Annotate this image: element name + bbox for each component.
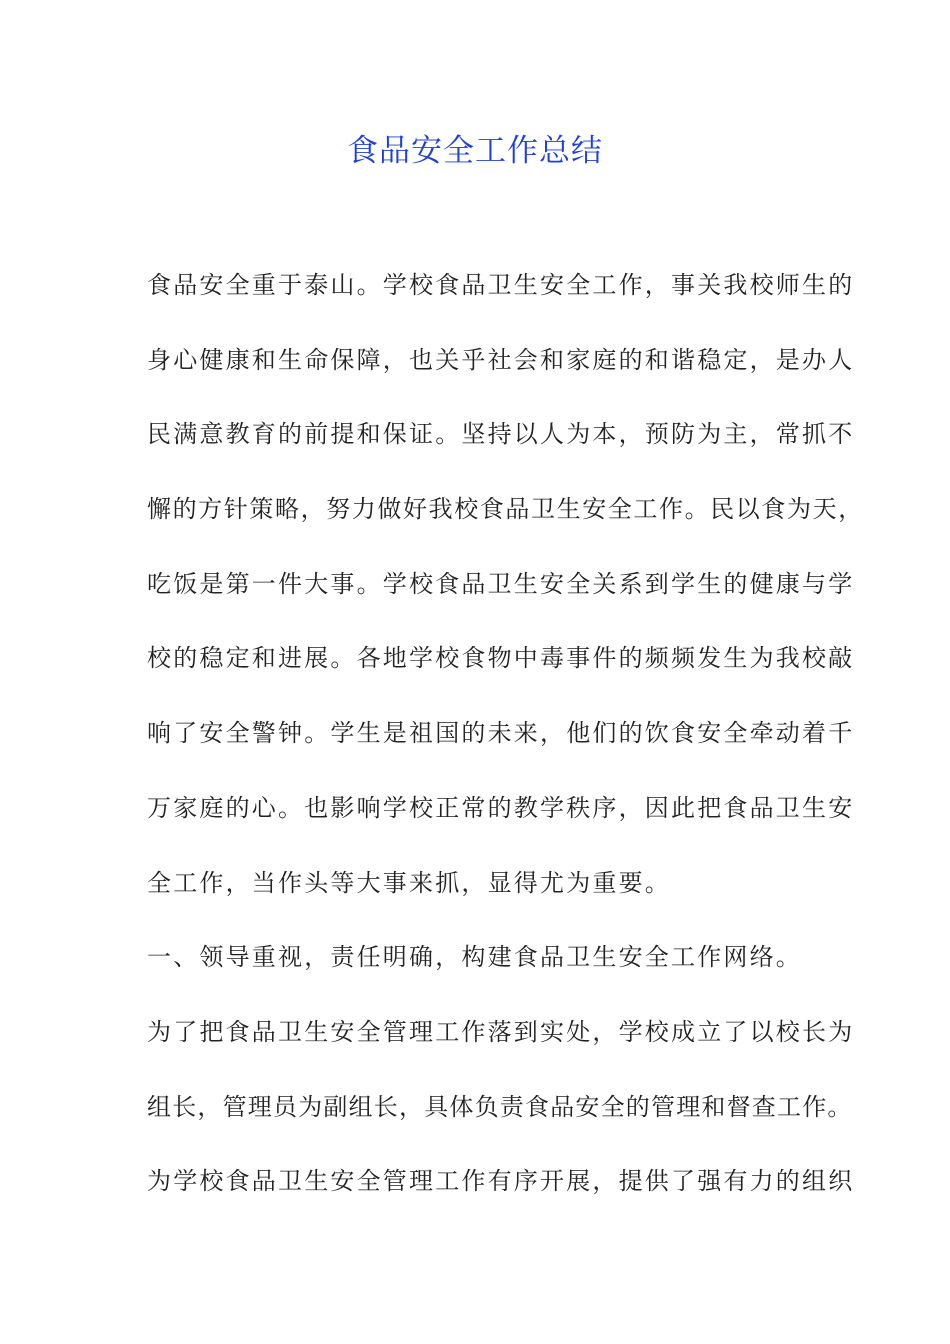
body-line: 万家庭的心。也影响学校正常的教学秩序，因此把食品卫生安	[147, 793, 855, 822]
document-body	[147, 262, 864, 1233]
body-line: 懈的方针策略，努力做好我校食品卫生安全工作。民以食为天，	[147, 495, 864, 524]
body-line: 校的稳定和进展。各地学校食物中毒事件的频频发生为我校敲	[147, 644, 855, 673]
body-line: 为了把食品卫生安全管理工作落到实处，学校成立了以校长为	[147, 1017, 855, 1046]
body-line: 民满意教育的前提和保证。坚持以人为本，预防为主，常抓不	[147, 420, 855, 449]
body-line: 吃饭是第一件大事。学校食品卫生安全关系到学生的健康与学	[147, 569, 855, 598]
body-line: 身心健康和生命保障，也关乎社会和家庭的和谐稳定，是办人	[147, 345, 855, 374]
section-heading: 一、领导重视，责任明确，构建食品卫生安全工作网络。	[147, 943, 802, 972]
body-line: 组长，管理员为副组长，具体负责食品安全的管理和督查工作。	[147, 1092, 853, 1121]
document-title: 食品安全工作总结	[347, 133, 603, 169]
body-line: 食品安全重于泰山。学校食品卫生安全工作，事关我校师生的	[147, 271, 855, 299]
body-line: 全工作，当作头等大事来抓，显得尤为重要。	[147, 868, 671, 897]
body-line: 响了安全警钟。学生是祖国的未来，他们的饮食安全牵动着千	[147, 719, 855, 748]
body-line: 为学校食品卫生安全管理工作有序开展，提供了强有力的组织	[147, 1167, 855, 1196]
